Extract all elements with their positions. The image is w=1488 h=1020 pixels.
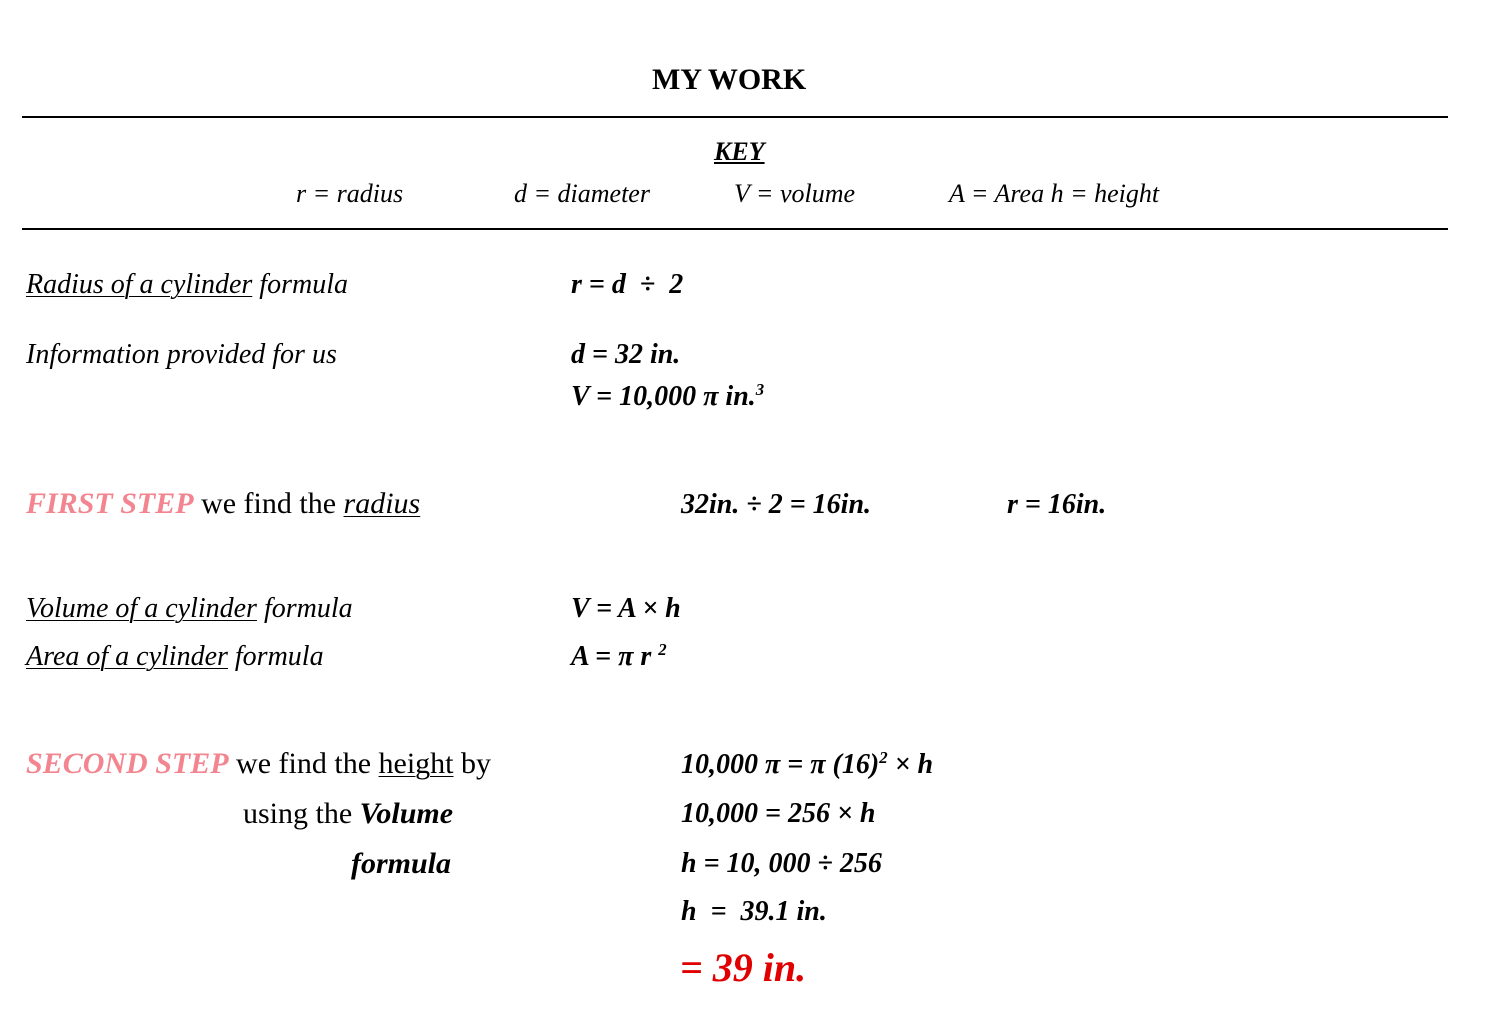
second-step-line — [26, 749, 491, 779]
volume-formula-equation: V = A × h — [571, 593, 681, 624]
second-step-equation-2: 10,000 = 256 × h — [681, 798, 876, 829]
eq1-exponent: 2 — [879, 747, 888, 767]
final-answer: = 39 in. — [680, 945, 807, 990]
info-volume-value: V = 10,000 π in. — [571, 381, 756, 412]
second-step-underlined: height — [378, 747, 454, 780]
area-formula-label-rest: formula — [227, 641, 324, 672]
volume-formula-label-underlined: Volume of a cylinder — [26, 593, 257, 624]
key-radius: r = radius — [296, 179, 404, 208]
radius-formula-label-rest: formula — [252, 269, 348, 300]
key-area-height: A = Area h = height — [949, 179, 1160, 208]
area-formula-equation-base: A = π r — [571, 641, 659, 672]
first-step-result: r = 16in. — [1007, 489, 1107, 520]
info-volume — [571, 379, 765, 412]
second-step-text-after: by — [453, 747, 492, 780]
key-diameter: d = diameter — [514, 179, 650, 208]
area-formula-label-underlined: Area of a cylinder — [26, 641, 228, 672]
bottom-divider — [22, 228, 1448, 230]
first-step-underlined: radius — [343, 487, 421, 520]
area-formula-label — [26, 643, 324, 671]
page-title: MY WORK — [652, 63, 807, 96]
second-step-volume-word: Volume — [359, 797, 454, 830]
first-step-text: we find the — [193, 487, 344, 520]
second-step-equation-4: h = 39.1 in. — [681, 896, 827, 927]
second-step-line-2 — [243, 799, 453, 829]
volume-formula-label — [26, 595, 353, 623]
key-heading: KEY — [714, 137, 765, 166]
second-step-using: using the — [243, 797, 360, 830]
second-step-formula-word: formula — [351, 847, 452, 880]
first-step-calculation: 32in. ÷ 2 = 16in. — [681, 489, 872, 520]
radius-formula-equation: r = d ÷ 2 — [571, 269, 684, 300]
info-label: Information provided for us — [26, 339, 337, 370]
second-step-tag: SECOND STEP — [26, 747, 229, 780]
area-formula-equation — [571, 639, 667, 672]
first-step-tag: FIRST STEP — [26, 487, 194, 520]
top-divider — [22, 116, 1448, 118]
second-step-equation-1 — [681, 747, 934, 780]
first-step-line — [26, 489, 420, 519]
key-volume: V = volume — [734, 179, 856, 208]
radius-formula-label — [26, 271, 348, 299]
second-step-text: we find the — [228, 747, 379, 780]
info-diameter: d = 32 in. — [571, 339, 681, 370]
radius-formula-label-underlined: Radius of a cylinder — [26, 269, 253, 300]
area-formula-exponent: 2 — [658, 639, 667, 659]
eq1-left: 10,000 π = π (16) — [681, 749, 880, 780]
volume-formula-label-rest: formula — [256, 593, 353, 624]
second-step-equation-3: h = 10, 000 ÷ 256 — [681, 848, 882, 879]
eq1-right: × h — [887, 749, 934, 780]
info-volume-exponent: 3 — [755, 379, 765, 399]
